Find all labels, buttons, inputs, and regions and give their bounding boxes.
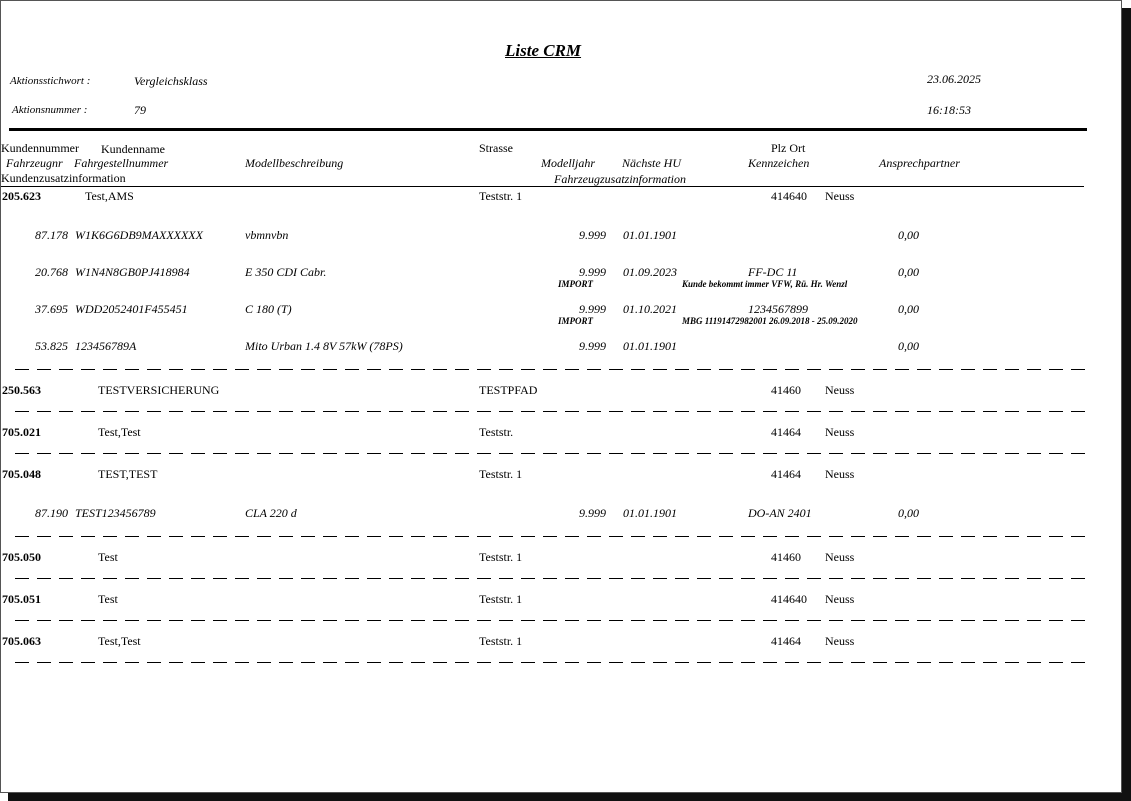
vehicle-number: 53.825 (35, 339, 68, 353)
vehicle-number: 37.695 (35, 302, 68, 316)
vehicle-chassis-number: W1K6G6DB9MAXXXXXX (75, 228, 203, 242)
aktionsnummer-value: 79 (134, 103, 146, 117)
customer-street: Teststr. 1 (479, 550, 523, 564)
customer-number: 705.063 (2, 634, 41, 648)
col-header-ansprechpartner: Ansprechpartner (879, 156, 960, 170)
page-shadow-bottom (8, 793, 1131, 801)
customer-street: TESTPFAD (479, 383, 538, 397)
customer-city: Neuss (825, 383, 855, 397)
customer-street: Teststr. (479, 425, 514, 439)
vehicle-info-text: Kunde bekommt immer VFW, Rü. Hr. Wenzl (682, 279, 848, 289)
vehicle-chassis-number: 123456789A (75, 339, 137, 353)
vehicle-number: 87.178 (35, 228, 68, 242)
customer-plz: 41464 (771, 425, 801, 439)
vehicle-next-hu: 01.01.1901 (623, 339, 677, 353)
vehicle-number: 20.768 (35, 265, 68, 279)
col-header-kundenname: Kundenname (101, 142, 165, 156)
customer-name: Test,Test (98, 634, 141, 648)
customer-city: Neuss (825, 592, 855, 606)
vehicle-license-plate: 1234567899 (748, 302, 808, 316)
col-header-naechste-hu: Nächste HU (622, 156, 681, 170)
vehicle-license-plate: DO-AN 2401 (748, 506, 812, 520)
customer-name: Test (98, 550, 118, 564)
customer-plz: 414640 (771, 592, 807, 606)
customer-separator (15, 662, 1087, 663)
col-header-fahrzeugzusatzinformation: Fahrzeugzusatzinformation (554, 172, 687, 186)
vehicle-model: CLA 220 d (245, 506, 297, 520)
column-header-underline (1, 186, 1084, 187)
customer-number: 250.563 (2, 383, 41, 397)
customer-separator (15, 620, 1087, 621)
vehicle-info-text: MBG 11191472982001 26.09.2018 - 25.09.2020 (682, 316, 858, 326)
col-header-plz-ort: Plz Ort (771, 141, 806, 155)
customer-plz: 41460 (771, 550, 801, 564)
customer-separator (15, 369, 1087, 370)
vehicle-info-type: IMPORT (558, 279, 594, 289)
vehicle-next-hu: 01.09.2023 (623, 265, 677, 279)
customer-separator (15, 536, 1087, 537)
customer-number: 705.048 (2, 467, 41, 481)
customer-separator (15, 578, 1087, 579)
vehicle-license-plate: FF-DC 11 (748, 265, 798, 279)
vehicle-contact: 0,00 (898, 302, 919, 316)
customer-street: Teststr. 1 (479, 467, 523, 481)
col-header-kennzeichen: Kennzeichen (748, 156, 810, 170)
col-header-modelljahr: Modelljahr (541, 156, 595, 170)
col-header-modellbeschreibung: Modellbeschreibung (245, 156, 344, 170)
col-header-kundenzusatzinformation: Kundenzusatzinformation (1, 171, 126, 185)
vehicle-model: E 350 CDI Cabr. (245, 265, 327, 279)
aktionsstichwort-label: Aktionsstichwort : (10, 75, 91, 87)
customer-number: 705.051 (2, 592, 41, 606)
page-shadow-right (1122, 8, 1131, 801)
vehicle-model-year: 9.999 (579, 228, 606, 242)
customer-separator (15, 453, 1087, 454)
vehicle-model-year: 9.999 (579, 265, 606, 279)
customer-number: 205.623 (2, 189, 41, 203)
vehicle-contact: 0,00 (898, 339, 919, 353)
vehicle-model-year: 9.999 (579, 339, 606, 353)
col-header-strasse: Strasse (479, 141, 513, 155)
vehicle-number: 87.190 (35, 506, 68, 520)
customer-name: TEST,TEST (98, 467, 158, 481)
customer-city: Neuss (825, 550, 855, 564)
report-title: Liste CRM (505, 41, 582, 60)
vehicle-chassis-number: TEST123456789 (75, 506, 156, 520)
customer-name: Test,AMS (85, 189, 134, 203)
customer-street: Teststr. 1 (479, 189, 523, 203)
vehicle-chassis-number: W1N4N8GB0PJ418984 (75, 265, 190, 279)
customer-name: TESTVERSICHERUNG (98, 383, 220, 397)
customer-city: Neuss (825, 425, 855, 439)
customer-city: Neuss (825, 189, 855, 203)
customer-number: 705.021 (2, 425, 41, 439)
customer-name: Test,Test (98, 425, 141, 439)
customer-city: Neuss (825, 467, 855, 481)
vehicle-model-year: 9.999 (579, 302, 606, 316)
aktionsstichwort-value: Vergleichsklass (134, 74, 208, 88)
vehicle-model: vbmnvbn (245, 228, 289, 242)
aktionsnummer-label: Aktionsnummer : (12, 104, 88, 116)
vehicle-next-hu: 01.01.1901 (623, 228, 677, 242)
col-header-fahrgestellnummer: Fahrgestellnummer (74, 156, 169, 170)
vehicle-contact: 0,00 (898, 228, 919, 242)
customer-separator (15, 411, 1087, 412)
vehicle-model-year: 9.999 (579, 506, 606, 520)
vehicle-model: C 180 (T) (245, 302, 292, 316)
customer-street: Teststr. 1 (479, 634, 523, 648)
customer-street: Teststr. 1 (479, 592, 523, 606)
customer-plz: 414640 (771, 189, 807, 203)
vehicle-contact: 0,00 (898, 265, 919, 279)
report-date: 23.06.2025 (927, 72, 981, 86)
vehicle-model: Mito Urban 1.4 8V 57kW (78PS) (245, 339, 403, 353)
customer-number: 705.050 (2, 550, 41, 564)
col-header-kundennummer: Kundennummer (1, 141, 79, 155)
vehicle-next-hu: 01.10.2021 (623, 302, 677, 316)
vehicle-contact: 0,00 (898, 506, 919, 520)
customer-plz: 41460 (771, 383, 801, 397)
col-header-fahrzeugnr: Fahrzeugnr (6, 156, 63, 170)
customer-plz: 41464 (771, 634, 801, 648)
customer-city: Neuss (825, 634, 855, 648)
vehicle-next-hu: 01.01.1901 (623, 506, 677, 520)
vehicle-info-type: IMPORT (558, 316, 594, 326)
report-time: 16:18:53 (927, 103, 971, 117)
customer-name: Test (98, 592, 118, 606)
header-divider (9, 128, 1087, 131)
vehicle-chassis-number: WDD2052401F455451 (75, 302, 188, 316)
customer-plz: 41464 (771, 467, 801, 481)
